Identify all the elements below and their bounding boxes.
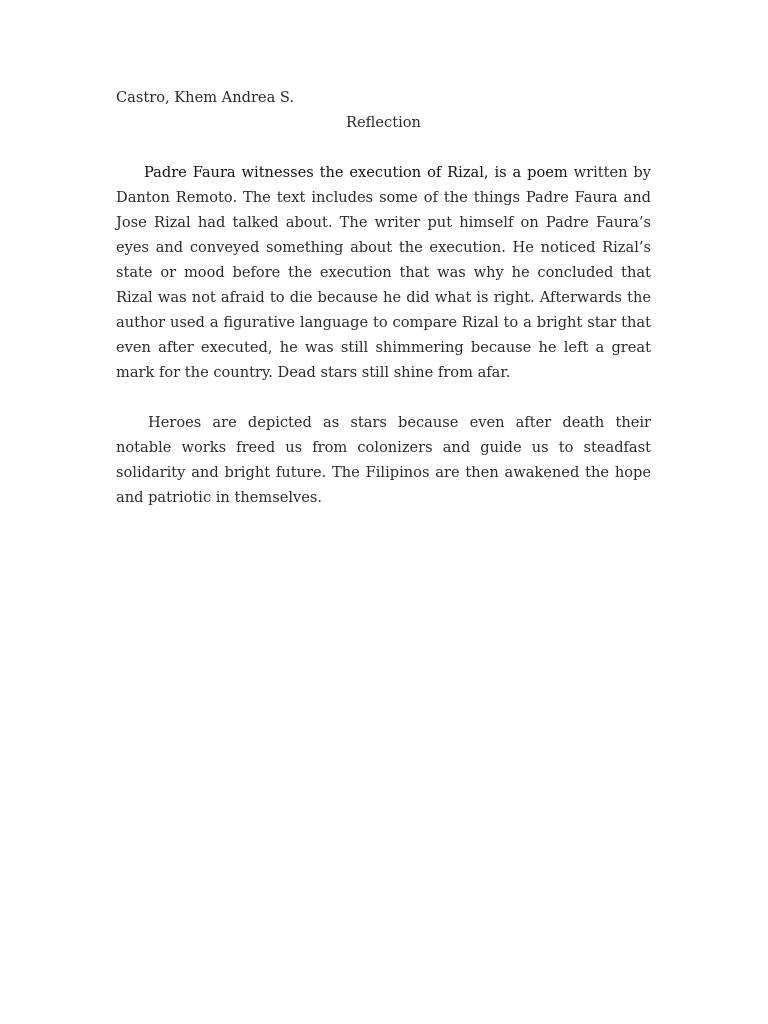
document-title: Reflection xyxy=(346,114,421,131)
paragraph-1-lead: Padre Faura witnesses the execution of Rizal, is a poem xyxy=(144,164,568,181)
paragraph-1 xyxy=(116,160,651,385)
document-body xyxy=(116,85,651,510)
paragraph-2: Heroes are depicted as stars because even after death their notable works freed us from colonizers and guide us to steadfast solidarity and bright future. The Filipinos are then awakened the hope and patriotic in themselves. xyxy=(116,414,651,506)
author-name: Castro, Khem Andrea S. xyxy=(116,89,295,106)
paragraph-1-text: written by Danton Remoto. The text includes some of the things Padre Faura and Jose Rizal had talked about. The writer put himself on Padre Faura’s eyes and conveyed something about the execution. He noticed Rizal’s state or mood before the execution that was why he concluded that Rizal was not afraid to die because he did what is right. Afterwards the author used a figurative language to compare Rizal to a bright star that even after executed, he was still shimmering because he left a great mark for the country. Dead stars still shine from afar. xyxy=(116,164,651,381)
